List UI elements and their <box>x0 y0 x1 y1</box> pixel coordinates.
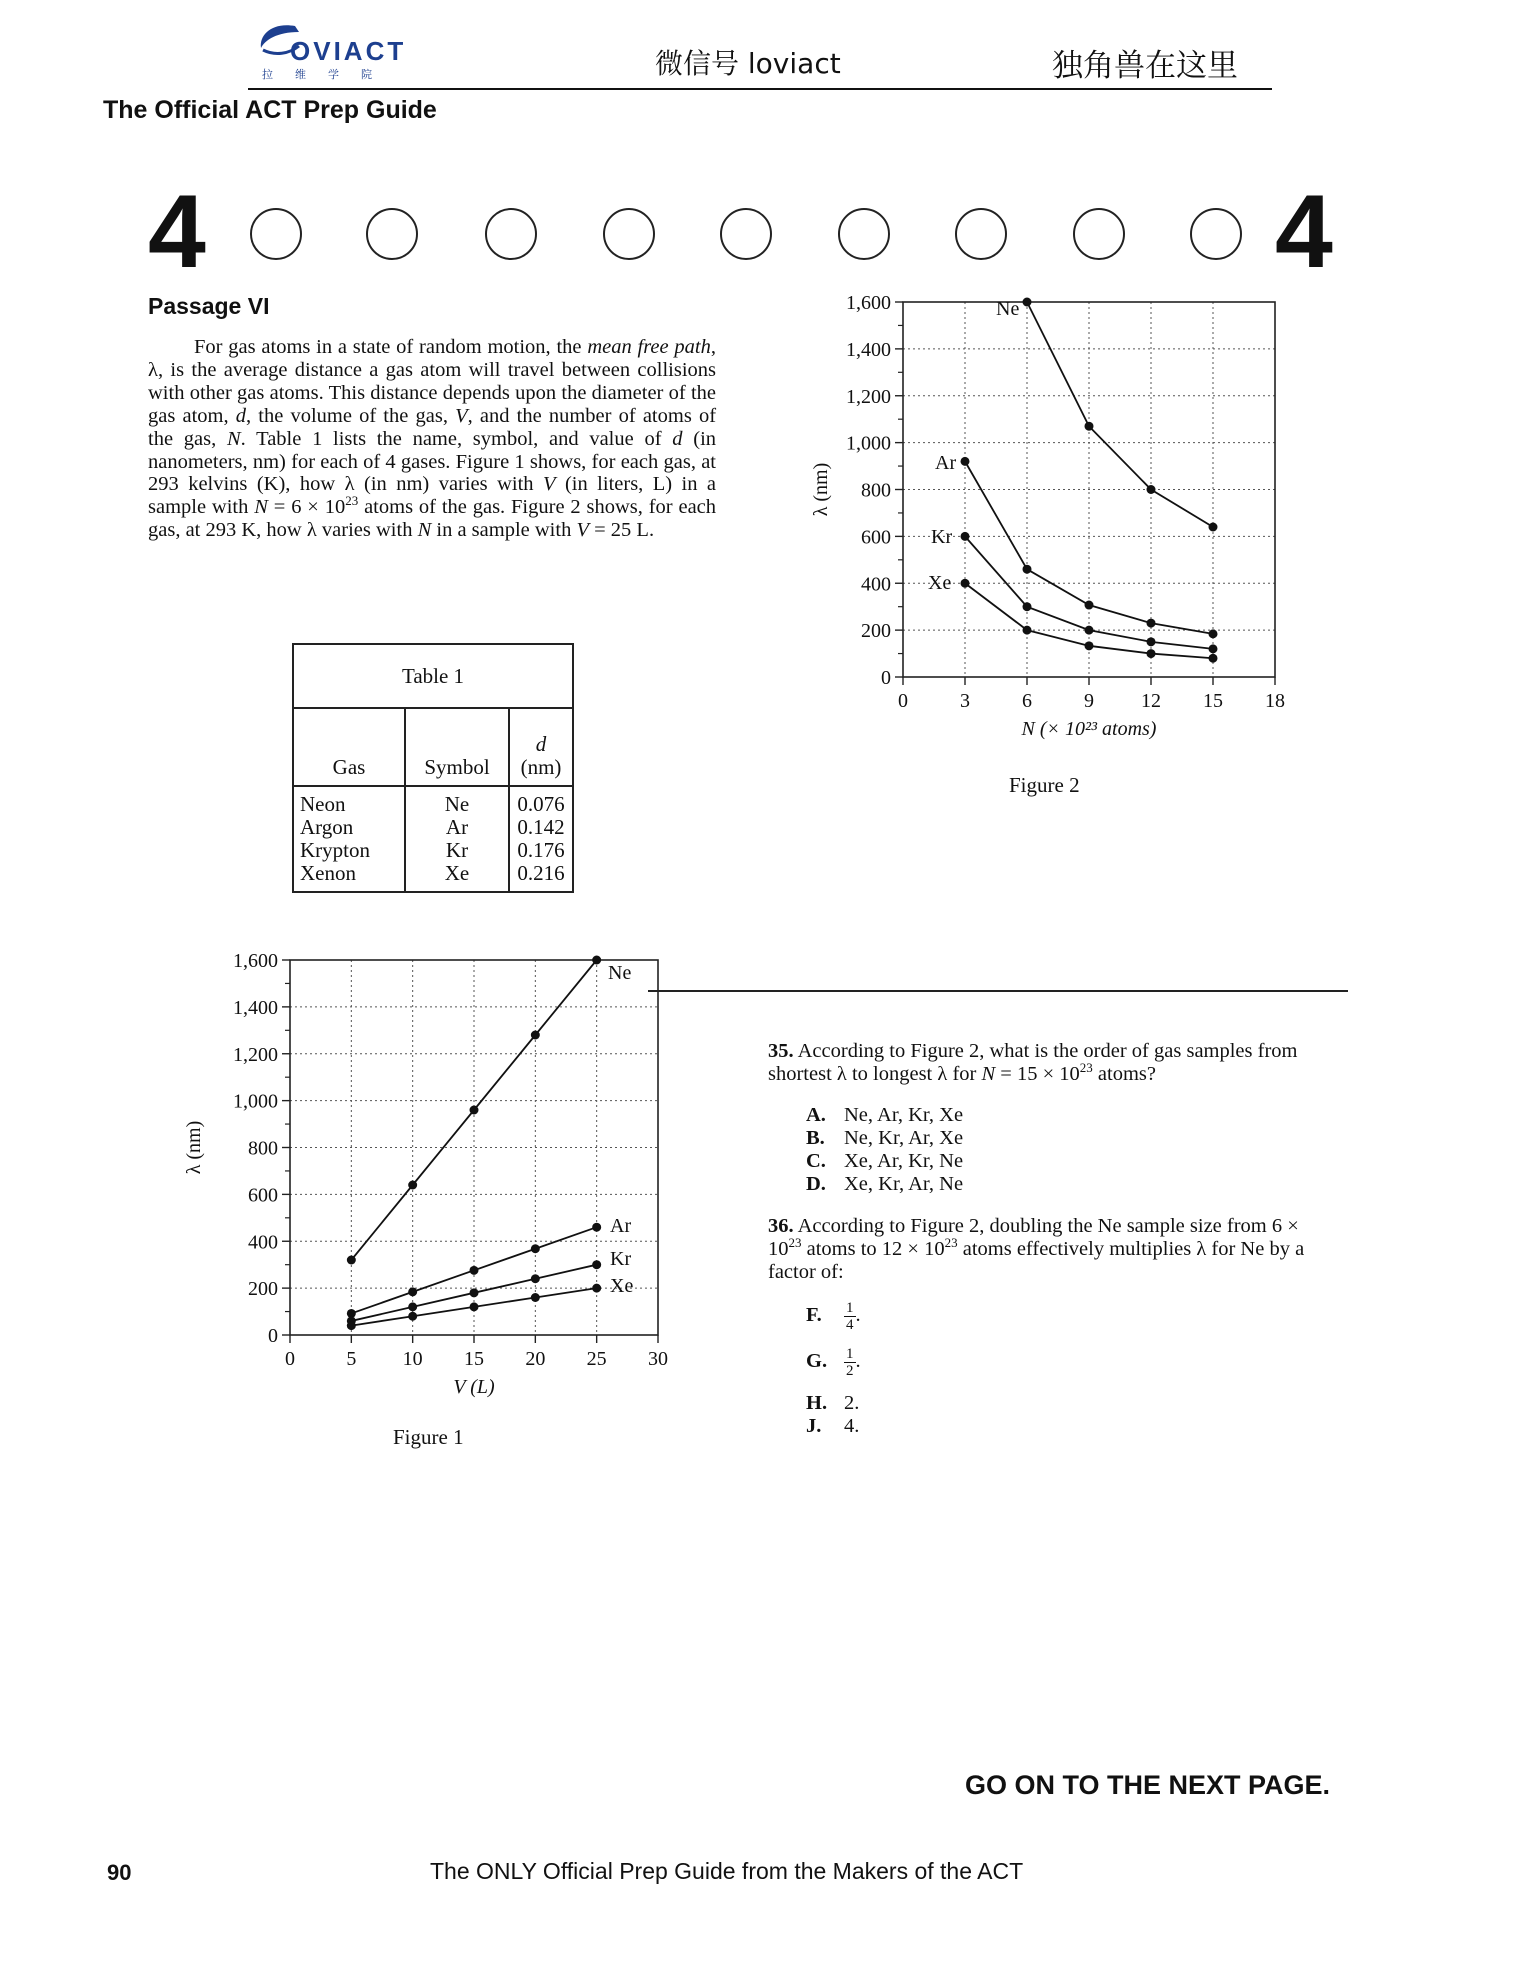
data-point-ne <box>592 956 601 965</box>
figure-2-chart <box>780 285 1320 765</box>
section-circle-icon <box>720 208 772 260</box>
section-circle-icon <box>366 208 418 260</box>
y-tick-label: 200 <box>248 1278 278 1301</box>
x-axis-label: V (L) <box>453 1376 495 1398</box>
y-tick-label: 1,200 <box>846 385 891 408</box>
data-point-kr <box>1209 644 1218 653</box>
section-circle-icon <box>955 208 1007 260</box>
series-label-ne: Ne <box>996 298 1020 320</box>
x-tick-label: 25 <box>586 1348 607 1370</box>
section-number-right: 4 <box>1275 174 1333 290</box>
question-35-options <box>806 1104 963 1196</box>
data-point-ar <box>961 457 970 466</box>
data-point-kr <box>408 1302 417 1311</box>
series-label-kr: Kr <box>610 1248 632 1270</box>
x-tick-label: 18 <box>1265 690 1285 712</box>
y-tick-label: 0 <box>268 1325 278 1347</box>
answer-option[interactable]: F. $\frac{1}{4}$. <box>806 1300 861 1333</box>
page-number: 90 <box>107 1860 132 1885</box>
table-column-d: 0.076 0.142 0.176 0.216 <box>509 786 573 892</box>
figure-1-chart <box>170 935 690 1405</box>
x-tick-label: 15 <box>1203 690 1223 712</box>
x-axis-label: N (× 10²³ atoms) <box>1021 718 1157 740</box>
data-point-xe <box>470 1302 479 1311</box>
y-tick-label: 0 <box>881 667 891 689</box>
data-point-ar <box>592 1223 601 1232</box>
wechat-id: 微信号 loviact <box>655 47 841 80</box>
y-tick-label: 1,000 <box>846 432 891 455</box>
y-tick-label: 400 <box>861 573 891 596</box>
data-point-kr <box>1023 602 1032 611</box>
y-tick-label: 600 <box>861 526 891 549</box>
x-tick-label: 30 <box>648 1348 668 1370</box>
question-35: 35. According to Figure 2, what is the order of gas samples from shortest λ to longest λ for $N = 15 \times 10^{23}$ atoms? <box>768 1040 1298 1085</box>
guide-title: The Official ACT Prep Guide <box>103 96 437 124</box>
table-1 <box>292 643 574 893</box>
data-point-ne <box>1085 422 1094 431</box>
series-label-xe: Xe <box>610 1275 634 1297</box>
answer-option[interactable]: H. 2. <box>806 1392 860 1414</box>
data-point-ne <box>1147 485 1156 494</box>
x-tick-label: 5 <box>346 1348 357 1370</box>
series-line-ne <box>1027 302 1213 527</box>
data-point-xe <box>1085 641 1094 650</box>
table-header-d: d (nm) <box>509 708 573 786</box>
data-point-ar <box>531 1244 540 1253</box>
series-label-xe: Xe <box>928 572 952 594</box>
passage-text: For gas atoms in a state of random motion, the mean free path, λ, is the average distance a gas atom will travel between collisions with other gas atoms. This distance depends upon the diameter of the gas atom, d, the volume of the gas, V, and the number of atoms of the gas, N. Table 1 lists the name, symbol, and value of d (in nanometers, nm) for each of 4 gases. Figure 1 shows, for each gas, at 293 kelvins (K), how λ (in nm) varies with V (in liters, L) in a sample with $N = 6 \times 10^{23}$ atoms of the gas. Figure 2 shows, for each gas, at 293 K, how λ varies with N in a sample with V = 25 L. <box>148 336 717 542</box>
x-tick-label: 3 <box>960 690 970 712</box>
data-point-xe <box>961 579 970 588</box>
y-tick-label: 1,400 <box>233 996 278 1019</box>
data-point-ar <box>408 1287 417 1296</box>
x-tick-label: 9 <box>1084 690 1094 712</box>
section-circle-icon <box>603 208 655 260</box>
data-point-ne <box>470 1106 479 1115</box>
y-tick-label: 1,000 <box>233 1090 278 1113</box>
table-header-gas: Gas <box>293 708 405 786</box>
series-label-ar: Ar <box>610 1215 632 1237</box>
x-tick-label: 10 <box>402 1348 423 1370</box>
data-point-ne <box>347 1256 356 1265</box>
data-point-xe <box>531 1293 540 1302</box>
data-point-kr <box>470 1288 479 1297</box>
series-label-kr: Kr <box>931 526 953 548</box>
x-tick-label: 20 <box>525 1348 546 1370</box>
data-point-ar <box>1023 565 1032 574</box>
x-tick-label: 0 <box>898 690 908 712</box>
question-36: 36. According to Figure 2, doubling the Ne sample size from $6 \times 10^{23}$ atoms to $12 \times 10^{23}$ atoms effectively multiplies λ for Ne by a factor of: <box>768 1215 1305 1283</box>
figure-2-caption: Figure 2 <box>1009 773 1080 797</box>
data-point-xe <box>1023 626 1032 635</box>
section-circle-icon <box>838 208 890 260</box>
series-label-ar: Ar <box>935 452 957 474</box>
data-point-kr <box>1085 626 1094 635</box>
y-tick-label: 1,400 <box>846 338 891 361</box>
divider-rule <box>648 990 1348 992</box>
section-circle-icon <box>1073 208 1125 260</box>
data-point-ne <box>1023 298 1032 307</box>
table-column-gas: Neon Argon Krypton Xenon <box>300 792 370 885</box>
y-tick-label: 400 <box>248 1231 278 1254</box>
answer-option[interactable]: G. $\frac{1}{2}$. <box>806 1346 861 1379</box>
data-point-ar <box>1209 629 1218 638</box>
series-label-ne: Ne <box>608 962 632 984</box>
y-tick-label: 800 <box>861 479 891 502</box>
table-column-symbol: Ne Ar Kr Xe <box>405 786 509 892</box>
y-tick-label: 1,600 <box>846 292 891 314</box>
section-circle-icon <box>1190 208 1242 260</box>
data-point-ar <box>1085 601 1094 610</box>
table-header-symbol: Symbol <box>405 708 509 786</box>
y-tick-label: 800 <box>248 1137 278 1160</box>
data-point-kr <box>592 1260 601 1269</box>
answer-option[interactable]: C. Xe, Ar, Kr, Ne <box>806 1150 964 1172</box>
y-axis-label: λ (nm) <box>183 1120 205 1175</box>
slogan: 独角兽在这里 <box>1052 48 1238 84</box>
data-point-kr <box>531 1274 540 1283</box>
x-tick-label: 0 <box>285 1348 295 1370</box>
data-point-xe <box>408 1312 417 1321</box>
passage-title: Passage VI <box>148 293 270 319</box>
logo-subtitle: 拉维学院 <box>262 68 394 81</box>
answer-option[interactable]: D. Xe, Kr, Ar, Ne <box>806 1173 964 1195</box>
answer-option[interactable]: A. Ne, Ar, Kr, Xe <box>806 1104 964 1126</box>
question-36-options <box>806 1300 861 1438</box>
y-tick-label: 1,600 <box>233 950 278 972</box>
header-rule <box>248 88 1272 90</box>
y-axis-label: λ (nm) <box>810 462 832 517</box>
data-point-ne <box>408 1181 417 1190</box>
data-point-ne <box>1209 523 1218 532</box>
data-point-kr <box>1147 637 1156 646</box>
x-tick-label: 12 <box>1141 690 1161 712</box>
x-tick-label: 15 <box>464 1348 484 1370</box>
y-tick-label: 600 <box>248 1184 278 1207</box>
answer-option[interactable]: B. Ne, Kr, Ar, Xe <box>806 1127 964 1149</box>
data-point-ar <box>1147 619 1156 628</box>
y-tick-label: 200 <box>861 620 891 643</box>
data-point-kr <box>961 532 970 541</box>
go-on-next-page: GO ON TO THE NEXT PAGE. <box>965 1770 1331 1800</box>
data-point-ar <box>470 1266 479 1275</box>
data-point-ne <box>531 1031 540 1040</box>
logo-name: OVIACT <box>290 36 407 66</box>
table-caption: Table 1 <box>293 644 573 708</box>
footer-text: The ONLY Official Prep Guide from the Makers of the ACT <box>430 1858 1024 1884</box>
section-circle-icon <box>250 208 302 260</box>
data-point-xe <box>592 1284 601 1293</box>
data-point-xe <box>1147 649 1156 658</box>
section-number-left: 4 <box>148 174 206 290</box>
figure-1-caption: Figure 1 <box>393 1425 464 1449</box>
y-tick-label: 1,200 <box>233 1043 278 1066</box>
data-point-xe <box>347 1321 356 1330</box>
data-point-xe <box>1209 654 1218 663</box>
section-circle-icon <box>485 208 537 260</box>
answer-option[interactable]: J. 4. <box>806 1415 860 1437</box>
x-tick-label: 6 <box>1022 690 1032 712</box>
